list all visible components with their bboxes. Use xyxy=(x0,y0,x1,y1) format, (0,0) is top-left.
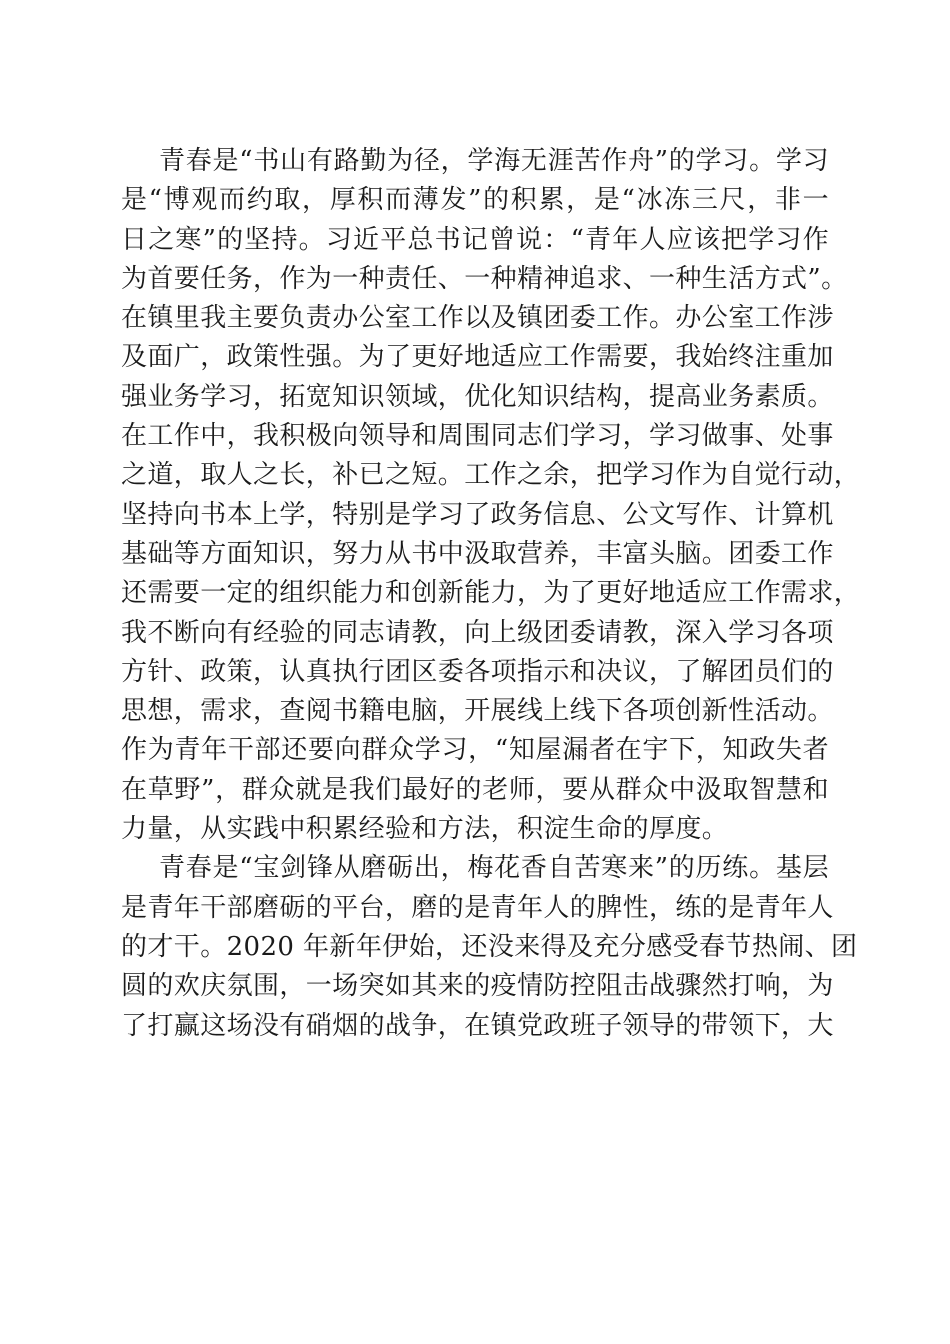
paragraph-1-line-5: 在镇里我主要负责办公室工作以及镇团委工作。办公室工作涉 xyxy=(121,303,834,334)
paragraph-1-line-15: 思想，需求，查阅书籍电脑，开展线上线下各项创新性活动。 xyxy=(121,696,834,727)
paragraph-1-line-13: 我不断向有经验的同志请教，向上级团委请教，深入学习各项 xyxy=(121,617,834,648)
paragraph-1-line-7: 强业务学习，拓宽知识领域，优化知识结构，提高业务素质。 xyxy=(121,381,834,412)
paragraph-1-line-8: 在工作中，我积极向领导和周围同志们学习，学习做事、处事 xyxy=(121,421,834,452)
paragraph-1-line-3: 日之寒”的坚持。习近平总书记曾说：“青年人应该把学习作 xyxy=(121,224,829,255)
paragraph-2-line-1: 青春是“宝剑锋从磨砺出，梅花香自苦寒来”的历练。基层 xyxy=(159,853,829,884)
paragraph-2-line-3: 的才干。2020 年新年伊始，还没来得及充分感受春节热闹、团 xyxy=(121,931,858,962)
paragraph-2-line-4: 圆的欢庆氛围，一场突如其来的疫情防控阻击战骤然打响，为 xyxy=(121,971,834,1002)
paragraph-1-line-18: 力量，从实践中积累经验和方法，积淀生命的厚度。 xyxy=(121,814,729,845)
paragraph-1-line-16: 作为青年干部还要向群众学习，“知屋漏者在宇下，知政失者 xyxy=(121,735,829,766)
paragraph-1-line-12: 还需要一定的组织能力和创新能力，为了更好地适应工作需求， xyxy=(121,578,861,609)
paragraph-1-line-17: 在草野”，群众就是我们最好的老师，要从群众中汲取智慧和 xyxy=(121,774,829,805)
paragraph-1-line-4: 为首要任务，作为一种责任、一种精神追求、一种生活方式”。 xyxy=(121,263,848,294)
paragraph-1-line-6: 及面广，政策性强。为了更好地适应工作需要，我始终注重加 xyxy=(121,342,834,373)
paragraph-1-line-9: 之道，取人之长，补已之短。工作之余，把学习作为自觉行动， xyxy=(121,460,861,491)
paragraph-1-line-10: 坚持向书本上学，特别是学习了政务信息、公文写作、计算机 xyxy=(121,499,834,530)
document-body xyxy=(121,142,861,1046)
paragraph-1-line-11: 基础等方面知识，努力从书中汲取营养，丰富头脑。团委工作 xyxy=(121,538,834,569)
paragraph-1-line-1: 青春是“书山有路勤为径，学海无涯苦作舟”的学习。学习 xyxy=(159,146,829,176)
paragraph-1-line-14: 方针、政策，认真执行团区委各项指示和决议，了解团员们的 xyxy=(121,656,834,687)
paragraph-1-line-2: 是“博观而约取，厚积而薄发”的积累，是“冰冻三尺，非一 xyxy=(121,185,829,216)
paragraph-2-line-2: 是青年干部磨砺的平台，磨的是青年人的脾性，练的是青年人 xyxy=(121,892,834,923)
paragraph-2-line-5: 了打赢这场没有硝烟的战争，在镇党政班子领导的带领下，大 xyxy=(121,1010,834,1041)
